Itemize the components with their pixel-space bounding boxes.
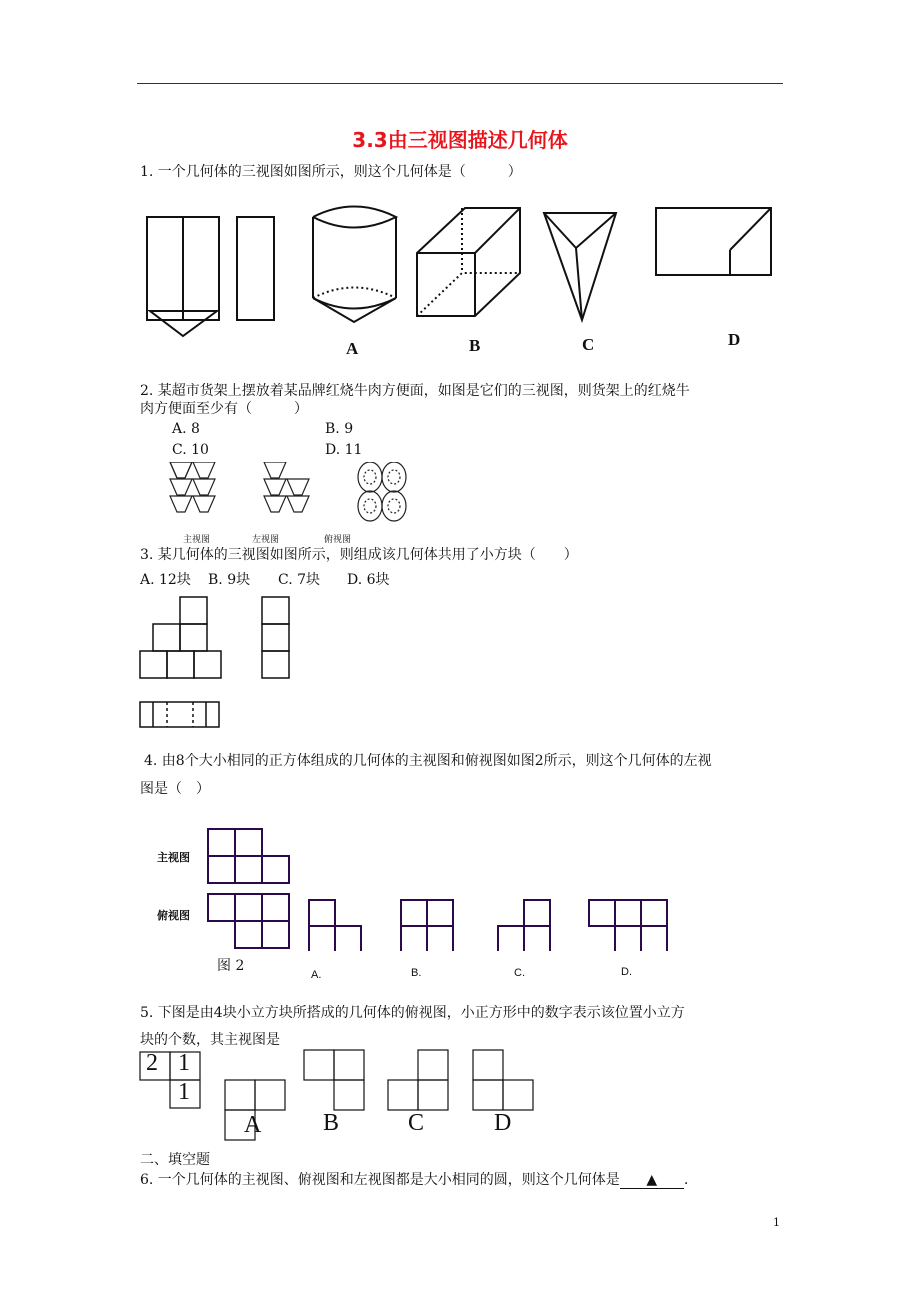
q4-option-b: B. — [411, 967, 422, 979]
q2-option-a: A. 8 — [172, 421, 200, 437]
q2-option-b: B. 9 — [325, 421, 354, 437]
question-4-line-1: 4. 由8个大小相同的正方体组成的几何体的主视图和俯视图如图2所示，则这个几何体的左视 — [144, 753, 712, 769]
q1-figures — [140, 198, 790, 358]
q5-option-d: D — [494, 1110, 512, 1136]
q4-figures — [205, 826, 675, 951]
q3-option-b: B. 9块 — [208, 572, 251, 588]
question-3: 3. 某几何体的三视图如图所示，则组成该几何体共用了小方块（ ） — [140, 547, 578, 563]
q5-option-b: B — [323, 1110, 340, 1136]
question-1: 1. 一个几何体的三视图如图所示，则这个几何体是（ ） — [140, 164, 522, 180]
question-5-line-1: 5. 下图是由4块小立方块所搭成的几何体的俯视图，小正方形中的数字表示该位置小立方 — [140, 1005, 685, 1021]
page-title: 3.3由三视图描述几何体 — [352, 128, 568, 152]
q2-caption-front: 主视图 — [183, 535, 211, 545]
q6-text: 6. 一个几何体的主视图、俯视图和左视图都是大小相同的圆，则这个几何体是 — [140, 1172, 620, 1188]
question-2-line-2: 肉方便面至少有（ ） — [140, 401, 308, 417]
q1-option-c: C — [582, 335, 595, 354]
q3-figures — [138, 595, 298, 735]
q3-option-d: D. 6块 — [347, 572, 390, 588]
question-4-line-2: 图是（ ） — [140, 781, 210, 797]
q5-number-1a: 1 — [178, 1050, 190, 1076]
q2-caption-top: 俯视图 — [324, 535, 352, 545]
q5-number-2: 2 — [146, 1050, 158, 1076]
section-fill-in: 二、填空题 — [140, 1152, 210, 1168]
q5-option-c: C — [408, 1110, 425, 1136]
q2-option-d: D. 11 — [325, 442, 363, 458]
header-rule — [137, 83, 783, 84]
page-number: 1 — [773, 1216, 780, 1229]
q6-end: . — [683, 1172, 689, 1188]
question-5-line-2: 块的个数，其主视图是 — [140, 1032, 280, 1048]
q4-main-view-label: 主视图 — [157, 852, 190, 864]
q2-figures — [160, 462, 430, 522]
q2-caption-left: 左视图 — [252, 535, 280, 545]
q3-option-a: A. 12块 — [140, 572, 191, 588]
q1-option-d: D — [728, 330, 741, 349]
q2-option-c: C. 10 — [172, 442, 209, 458]
question-2-line-1: 2. 某超市货架上摆放着某品牌红烧牛肉方便面，如图是它们的三视图，则货架上的红烧牛 — [140, 383, 690, 399]
q4-option-c: C. — [514, 967, 525, 979]
q5-option-a: A — [244, 1112, 262, 1138]
q1-option-b: B — [469, 336, 481, 355]
question-6 — [140, 1172, 688, 1189]
q3-option-c: C. 7块 — [278, 572, 321, 588]
q4-option-d: D. — [621, 966, 632, 978]
q1-option-a: A — [346, 339, 359, 358]
q4-option-a: A. — [311, 969, 322, 981]
q4-top-view-label: 俯视图 — [157, 910, 190, 922]
q4-figure-label: 图 2 — [217, 958, 245, 974]
q5-number-1b: 1 — [178, 1079, 190, 1105]
q6-answer-blank: ▲ — [620, 1172, 684, 1189]
